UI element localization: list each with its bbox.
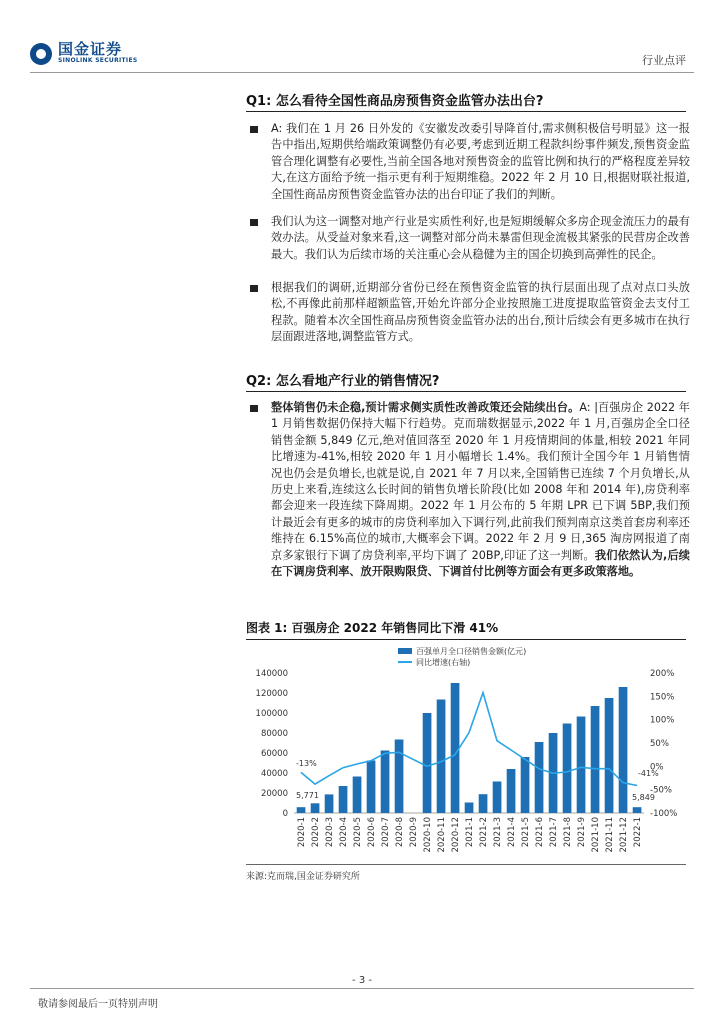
bar-2021-2: [479, 794, 488, 813]
x-tick: 2020-7: [381, 817, 391, 848]
q1-bullet-3: [250, 280, 690, 346]
y-left-tick: 20000: [260, 789, 288, 799]
logo-icon: [30, 43, 52, 65]
x-tick: 2020-5: [353, 817, 363, 848]
x-tick: 2020-10: [423, 817, 433, 853]
x-tick: 2020-8: [395, 817, 405, 848]
q1-title: Q1: 怎么看待全国性商品房预售资金监管办法出台?: [246, 94, 544, 109]
q2-lead-bold: 整体销售仍未企稳,预计需求侧实质性改善政策还会陆续出台。: [271, 401, 580, 414]
figure-bottom-rule: [246, 864, 686, 865]
legend-line-label: 同比增速(右轴): [416, 658, 471, 667]
figure-rule: [246, 639, 686, 640]
x-tick: 2021-5: [521, 817, 531, 848]
bar-2020-4: [339, 786, 348, 813]
bar-2021-1: [465, 803, 474, 814]
q2-tail-bold: 我们依然认为,后续在下调房贷利率、放开限购限贷、下调首付比例等方面会有更多政策落地。: [271, 548, 690, 579]
y-left-tick: 80000: [260, 729, 288, 739]
header-divider: [30, 72, 694, 73]
y-right-tick: 150%: [650, 692, 675, 703]
bar-2021-11: [605, 698, 614, 813]
y-left-tick: 60000: [260, 749, 288, 759]
x-tick: 2021-1: [465, 817, 475, 848]
x-tick: 2021-6: [535, 817, 545, 848]
bar-2020-8: [395, 740, 404, 814]
q1-bullet-1-text: A: 我们在 1 月 26 日外发的《安徽发改委引导降首付,需求侧积极信号明显》这一报告中指出,短期供给端政策调整仍有必要,考虑到近期工程款纠纷事件频发,预售资金监管合理化调整有必要性,当前全国各地对预售资金的监管比例和执行的严格程度差异较大,在这方面给予统一指示更有利于短期维稳。2022 年 2 月 10 日,根据财联社报道,全国性商品房预售资金监管办法的出台印证了我们的判断。: [271, 122, 690, 201]
q2-body: A: |百强房企 2022 年 1 月销售数据仍保持大幅下行趋势。克而瑞数据显示,2022 年 1 月,百强房企全口径销售金额 5,849 亿元,绝对值回落至 2020 年 1 月疫情期间的体量,相较 2021 年同比增速为-41%,相较 2020 年 1 月小幅增长 1.4%。我们预计全国今年 1 月销售情况也仍会是负增长,也就是说,自 2021 年 7 月以来,全国销售已连续 7 个月负增长,从历史上来看,连续这么长时间的销售负增长阶段(比如 2008 年和 2014 年),房贷利率都会迎来一段连续下降周期。2022 年 1 月公布的 5 年期 LPR 已下调 5BP,我们预计最近会有更多的城市的房贷利率加入下调行列,此前我们预判南京这类首套房利率还维持在 6.15%高位的城市,大概率会下调。2022 年 2 月 9 日,365 淘房网报道了南京多家银行下调了房贷利率,平均下调了 20BP,印证了这一判断。: [271, 401, 690, 562]
q2-rule: [246, 391, 686, 392]
bullet-marker: [250, 219, 258, 226]
x-tick: 2021-10: [591, 817, 601, 853]
brand-logo: [30, 42, 137, 65]
bar-2020-1: [297, 807, 306, 813]
y-right-tick: 0%: [650, 762, 664, 773]
annotation-bar-first: 5,771: [296, 791, 319, 800]
y-left-tick: 0: [282, 809, 288, 819]
annotation-yoy-first: -13%: [296, 759, 317, 768]
y-left-tick: 140000: [255, 669, 288, 679]
footer-divider: [30, 988, 694, 989]
q2-title: Q2: 怎么看地产行业的销售情况?: [246, 374, 440, 389]
bar-2020-12: [451, 683, 460, 813]
figure-source: 来源:克而瑞,国金证券研究所: [246, 872, 360, 882]
annotation-yoy-last: -41%: [638, 769, 659, 778]
x-tick: 2021-2: [479, 817, 489, 848]
bar-2021-5: [521, 757, 530, 813]
y-left-tick: 100000: [255, 709, 288, 719]
bar-2020-3: [325, 794, 334, 813]
y-left-tick: 40000: [260, 769, 288, 779]
bullet-marker: [250, 285, 258, 292]
x-tick: 2021-3: [493, 817, 503, 848]
page-number: - 3 -: [352, 975, 372, 986]
q1-bullet-1: [250, 121, 690, 203]
bar-2020-10: [423, 713, 432, 813]
figure-title: 图表 1: 百强房企 2022 年销售同比下滑 41%: [246, 621, 499, 635]
x-tick: 2021-7: [549, 817, 559, 848]
x-tick: 2020-6: [367, 817, 377, 848]
y-right-tick: -50%: [650, 785, 672, 796]
q1-bullet-2-text: 我们认为这一调整对地产行业是实质性利好,也是短期缓解众多房企现金流压力的最有效办法。从受益对象来看,这一调整对部分尚未暴雷但现金流极其紧张的民营房企改善最大。我们认为后续市场的关注重心会从稳健为主的国企切换到高弹性的民企。: [271, 215, 690, 261]
x-tick: 2020-3: [325, 817, 335, 848]
yoy-line: [301, 693, 637, 786]
sales-chart: [246, 645, 686, 860]
bar-2020-11: [437, 700, 446, 814]
bar-2020-5: [353, 777, 362, 814]
bullet-marker: [250, 405, 258, 412]
y-right-tick: -100%: [650, 809, 678, 819]
q2-bullet-1-text: [271, 400, 690, 580]
x-tick: 2022-1: [633, 817, 643, 848]
bar-2021-10: [591, 706, 600, 813]
annotation-bar-last: 5,849: [632, 793, 655, 802]
report-type-tag: 行业点评: [642, 54, 686, 67]
bar-2021-8: [563, 724, 572, 814]
brand-name-cn: 国金证券: [58, 40, 123, 58]
y-right-tick: 100%: [650, 715, 675, 726]
bar-2021-4: [507, 769, 516, 813]
bar-2021-12: [619, 687, 628, 813]
bar-2020-2: [311, 803, 320, 813]
y-left-tick: 120000: [255, 689, 288, 699]
bullet-marker: [250, 126, 258, 133]
x-tick: 2020-11: [437, 817, 447, 853]
x-tick: 2020-2: [311, 817, 321, 848]
x-tick: 2020-1: [297, 817, 307, 848]
bar-2020-6: [367, 761, 376, 814]
q2-bullet-1: [250, 400, 690, 580]
x-tick: 2021-11: [605, 817, 615, 853]
bar-2021-6: [535, 742, 544, 813]
bar-2021-3: [493, 782, 502, 814]
x-tick: 2020-4: [339, 817, 349, 848]
legend-bar-label: 百强单月全口径销售金额(亿元): [416, 647, 527, 656]
q1-bullet-3-text: 根据我们的调研,近期部分省份已经在预售资金监管的执行层面出现了点对点口头放松,不再像此前那样超额监管,开始允许部分企业按照施工进度提取监管资金去支付工程款。随着本次全国性商品房预售资金监管办法的出台,预计后续会有更多城市在执行层面跟进落地,调整监管方式。: [271, 281, 690, 344]
x-tick: 2021-9: [577, 817, 587, 848]
bar-2022-1: [633, 807, 642, 813]
x-tick: 2021-4: [507, 817, 517, 848]
x-tick: 2020-9: [409, 817, 419, 848]
x-tick: 2020-12: [451, 817, 461, 853]
bar-2021-9: [577, 717, 586, 814]
brand-name-en: SINOLINK SECURITIES: [58, 57, 138, 64]
disclaimer-note: 敬请参阅最后一页特别声明: [38, 999, 158, 1010]
bar-2020-7: [381, 751, 390, 814]
x-tick: 2021-12: [619, 817, 629, 853]
legend-bar-swatch: [398, 648, 412, 654]
y-right-tick: 200%: [650, 669, 675, 679]
q1-rule: [246, 111, 686, 112]
y-right-tick: 50%: [650, 739, 669, 749]
x-tick: 2021-8: [563, 817, 573, 848]
q1-bullet-2: [250, 214, 690, 263]
